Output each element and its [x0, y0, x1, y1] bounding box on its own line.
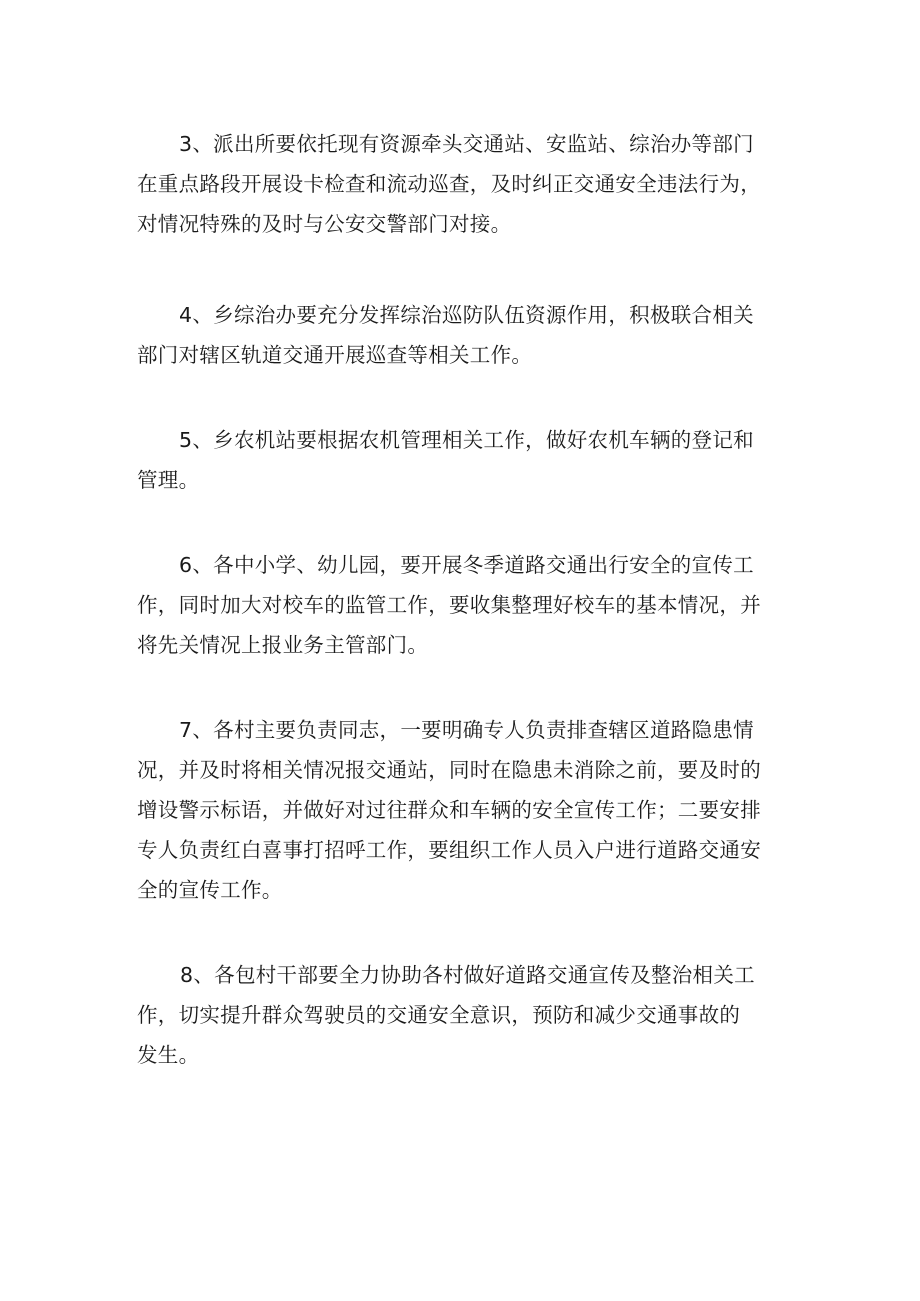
paragraph-line: 部门对辖区轨道交通开展巡查等相关工作。 [137, 343, 533, 367]
paragraph-line: 5、乡农机站要根据农机管理相关工作，做好农机车辆的登记和 [179, 428, 754, 452]
paragraph-line: 将先关情况上报业务主管部门。 [137, 633, 429, 657]
paragraph-line: 管理。 [137, 468, 200, 492]
paragraph-line: 作，同时加大对校车的监管工作，要收集整理好校车的基本情况，并 [137, 593, 761, 617]
paragraph-line: 增设警示标语，并做好对过往群众和车辆的安全宣传工作；二要安排 [137, 798, 761, 822]
paragraph-line: 4、乡综治办要充分发挥综治巡防队伍资源作用，积极联合相关 [179, 303, 754, 327]
paragraph-line: 发生。 [137, 1043, 200, 1067]
paragraph-item-5 [137, 420, 797, 500]
paragraph-line: 3、派出所要依托现有资源牵头交通站、安监站、综治办等部门 [179, 132, 754, 156]
paragraph-line: 7、各村主要负责同志，一要明确专人负责排查辖区道路隐患情 [179, 718, 754, 742]
paragraph-item-6 [137, 545, 797, 665]
paragraph-item-3 [137, 124, 797, 244]
paragraph-line: 作，切实提升群众驾驶员的交通安全意识，预防和减少交通事故的 [137, 1003, 741, 1027]
paragraph-line: 况，并及时将相关情况报交通站，同时在隐患未消除之前，要及时的 [137, 758, 761, 782]
paragraph-line: 对情况特殊的及时与公安交警部门对接。 [137, 212, 512, 236]
paragraph-line: 专人负责红白喜事打招呼工作，要组织工作人员入户进行道路交通安 [137, 838, 761, 862]
paragraph-line: 在重点路段开展设卡检查和流动巡查，及时纠正交通安全违法行为， [137, 172, 761, 196]
paragraph-item-7 [137, 710, 797, 910]
paragraph-line: 8、各包村干部要全力协助各村做好道路交通宣传及整治相关工 [180, 963, 755, 987]
paragraph-item-4 [137, 295, 797, 375]
paragraph-line: 全的宣传工作。 [137, 878, 283, 902]
paragraph-item-8 [137, 955, 797, 1075]
paragraph-line: 6、各中小学、幼儿园，要开展冬季道路交通出行安全的宣传工 [179, 553, 754, 577]
